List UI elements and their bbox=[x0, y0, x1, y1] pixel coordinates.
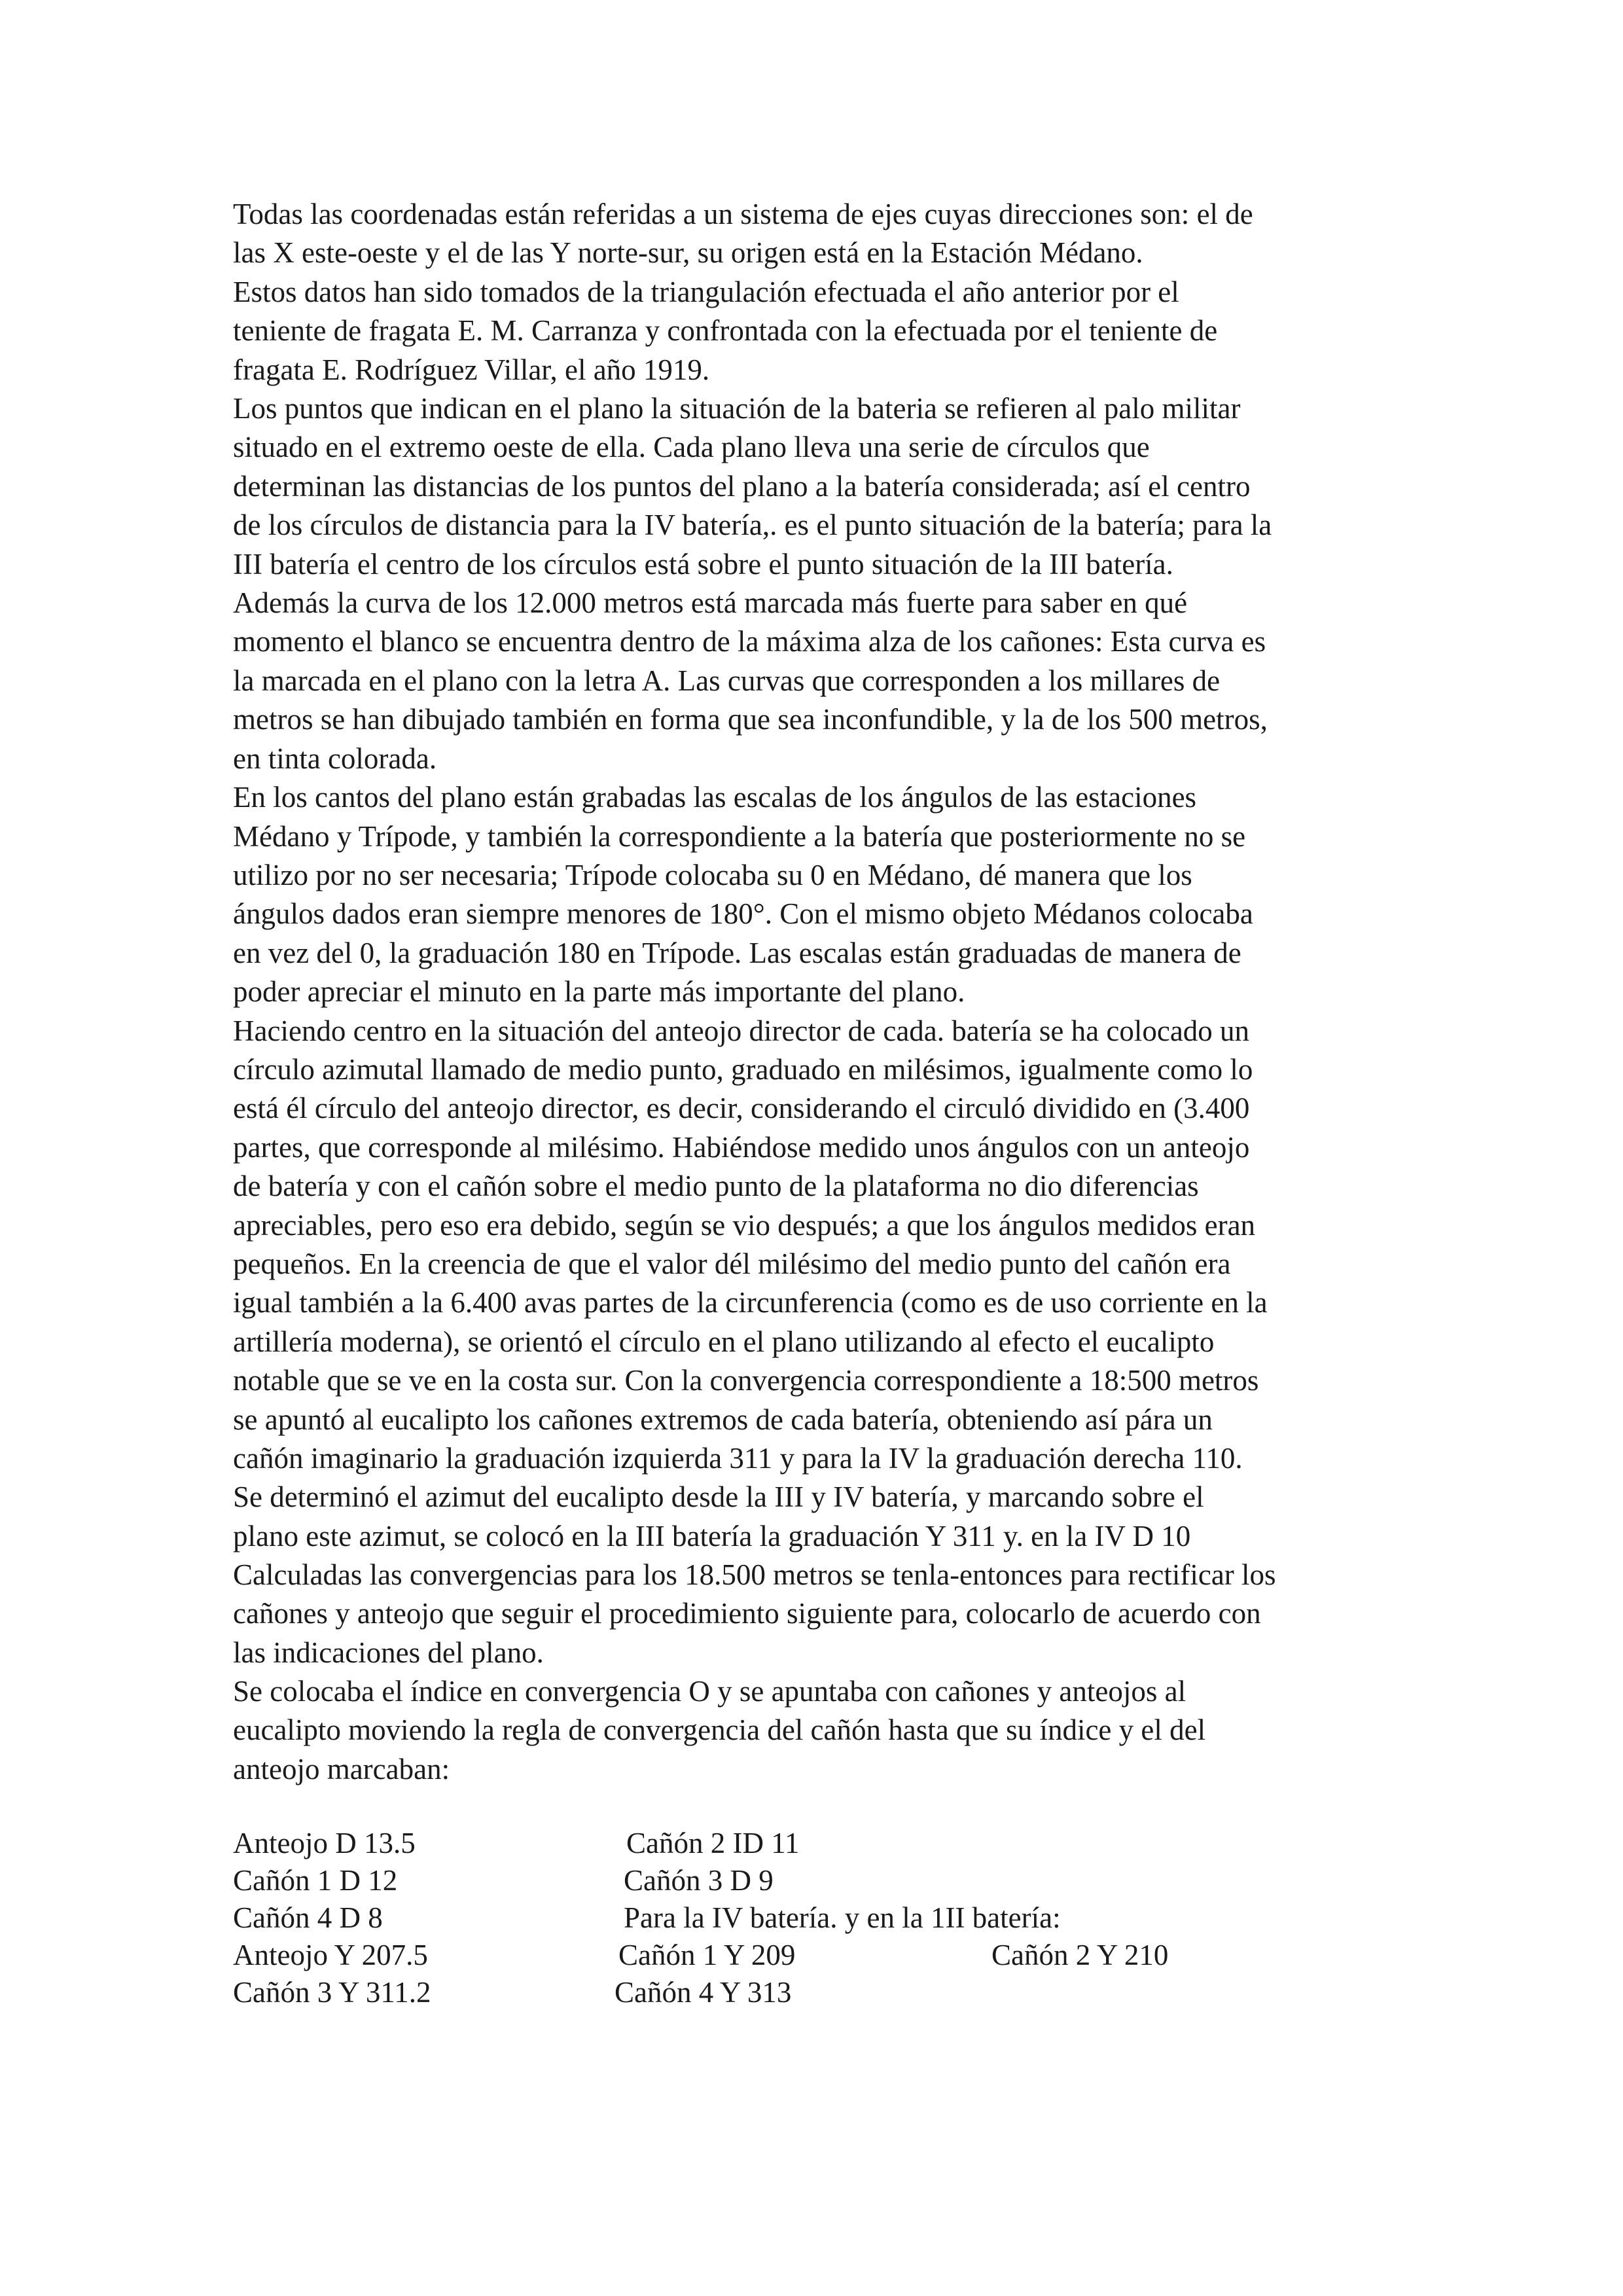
reading-canon-1-y: Cañón 1 Y 209 bbox=[618, 1939, 796, 1971]
reading-canon-4-d: Cañón 4 D 8 bbox=[233, 1901, 383, 1934]
paragraph-coordinates: Todas las coordenadas están referidas a un sistema de ejes cuyas direcciones son: el de las X este-oeste y el de las Y norte-sur, su origen está en la Estación Médano. Estos datos han sido tomados de la triangulación efectuada el año anterior por el teniente de fragata E. M. Carranza y confrontada con la efectuada por el teniente de fragata E. Rodríguez Villar, el año 1919. Los puntos que indican en el plano la situación de la bateria se refieren al palo militar situado en el extremo oeste de ella. Cada plano lleva una serie de círculos que determinan las distancias de los puntos del plano a la batería considerada; así el centro de los círculos de distancia para la IV batería,. es el punto situación de la batería; para la III batería el centro de los círculos está sobre el punto situación de la III batería. Además la curva de los 12.000 metros está marcada más fuerte para saber en qué momento el blanco se encuentra dentro de la máxima alza de los cañones: Esta curva es la marcada en el plano con la letra A. Las curvas que corresponden a los millares de metros se han dibujado también en forma que sea inconfundible, y la de los 500 metros, en tinta colorada. En los cantos del plano están grabadas las escalas de los ángulos de las estaciones Médano y Trípode, y también la correspondiente a la batería que posteriormente no se utilizo por no ser necesaria; Trípode colocaba su 0 en Médano, dé manera que los ángulos dados eran siempre menores de 180°. Con el mismo objeto Médanos colocaba en vez del 0, la graduación 180 en Trípode. Las escalas están graduadas de manera de poder apreciar el minuto en la parte más importante del plano. Haciendo centro en la situación del anteojo director de cada. batería se ha colocado un círculo azimutal llamado de medio punto, graduado en milésimos, igualmente como lo está él círculo del anteojo director, es decir, considerando el circuló dividido en (3.400 partes, que corresponde al milésimo. Habiéndose medido unos ángulos con un anteojo de batería y con el cañón sobre el medio punto de la plataforma no dio diferencias apreciables, pero eso era debido, según se vio después; a que los ángulos medidos eran pequeños. En la creencia de que el valor dél milésimo del medio punto del cañón era igual también a la 6.400 avas partes de la circunferencia (como es de uso corriente en la artillería moderna), se orientó el círculo en el plano utilizando al efecto el eucalipto notable que se ve en la costa sur. Con la convergencia correspondiente a 18:500 metros se apuntó al eucalipto los cañones extremos de cada batería, obteniendo así pára un cañón imaginario la graduación izquierda 311 y para la IV la graduación derecha 110. Se determinó el azimut del eucalipto desde la III y IV batería, y marcando sobre el plano este azimut, se colocó en la III batería la graduación Y 311 y. en la IV D 10 bbox=[233, 198, 1272, 1552]
paragraph-convergences: Calculadas las convergencias para los 18.500 metros se tenla-entonces para rectificar los cañones y anteojo que seguir el procedimiento siguiente para, colocarlo de acuerdo con las indicaciones del plano. bbox=[233, 1558, 1276, 1669]
paragraph-procedure: Se colocaba el índice en convergencia O y se apuntaba con cañones y anteojos al eucalipto moviendo la regla de convergencia del cañón hasta que su índice y el del anteojo marcaban: bbox=[233, 1675, 1206, 1785]
reading-canon-2-y: Cañón 2 Y 210 bbox=[991, 1939, 1169, 1971]
readings-list bbox=[233, 1824, 1411, 2020]
reading-anteojo-d: Anteojo D 13.5 bbox=[233, 1827, 416, 1859]
reading-canon-3-d: Cañón 3 D 9 bbox=[624, 1864, 774, 1897]
reading-canon-3-y: Cañón 3 Y 311.2 bbox=[233, 1976, 431, 2009]
reading-anteojo-y: Anteojo Y 207.5 bbox=[233, 1939, 428, 1971]
reading-canon-2-id: Cañón 2 ID 11 bbox=[626, 1827, 800, 1859]
reading-canon-1-d: Cañón 1 D 12 bbox=[233, 1864, 398, 1897]
reading-canon-4-y: Cañón 4 Y 313 bbox=[615, 1976, 792, 2009]
reading-battery-note: Para la IV batería. y en la 1II batería: bbox=[624, 1901, 1061, 1934]
